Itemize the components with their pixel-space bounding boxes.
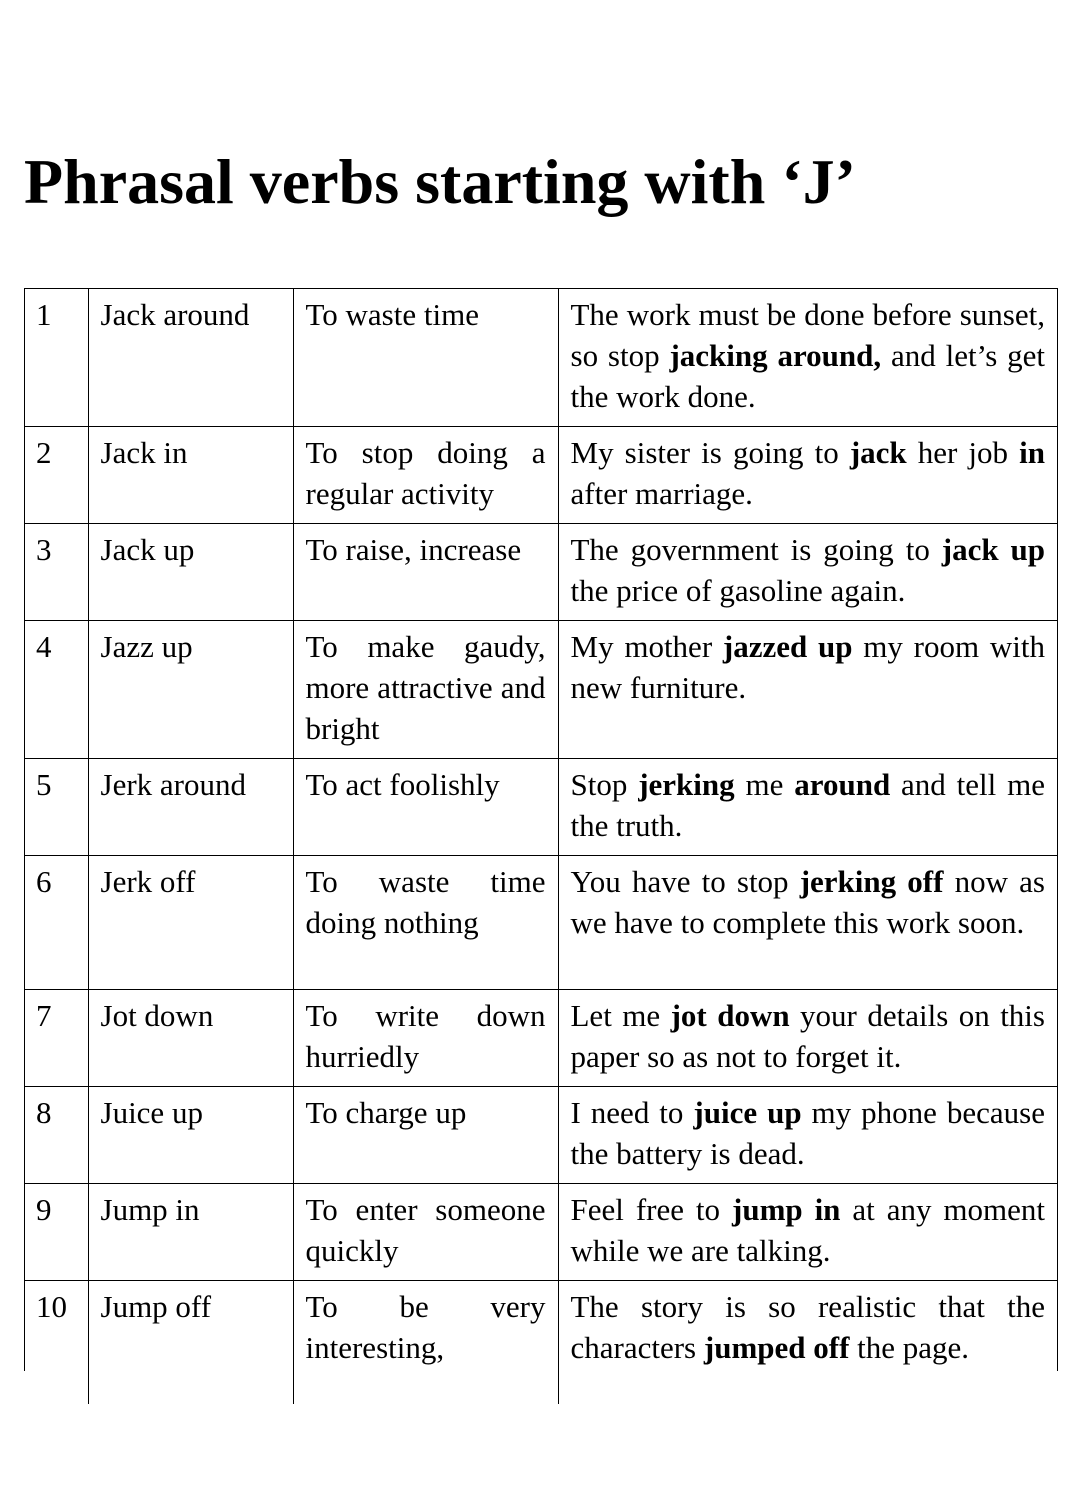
example-text-segment: Let me bbox=[570, 998, 671, 1033]
example-sentence bbox=[558, 1087, 1057, 1184]
phrasal-verb: Jump in bbox=[88, 1184, 293, 1281]
verb-meaning: To be very interesting, bbox=[293, 1281, 558, 1404]
table-row bbox=[25, 759, 1057, 856]
example-text-segment: and let’s get the work done. bbox=[570, 338, 1045, 414]
phrasal-verb: Jack in bbox=[88, 427, 293, 524]
row-number: 4 bbox=[25, 621, 88, 759]
table-row bbox=[25, 427, 1057, 524]
verb-meaning: To enter someone quickly bbox=[293, 1184, 558, 1281]
phrasal-verbs-table bbox=[25, 289, 1057, 1404]
table-body bbox=[25, 289, 1057, 1404]
example-sentence bbox=[558, 289, 1057, 427]
example-text-segment: The work must be done before sunset, so stop bbox=[570, 297, 1045, 373]
phrasal-verb: Jerk off bbox=[88, 856, 293, 990]
example-text-segment: my phone because the battery is dead. bbox=[570, 1095, 1045, 1171]
example-text-segment: Stop bbox=[570, 767, 639, 802]
verb-meaning: To waste time bbox=[293, 289, 558, 427]
phrasal-verb: Jump off bbox=[88, 1281, 293, 1404]
row-number: 9 bbox=[25, 1184, 88, 1281]
phrasal-verb: Jot down bbox=[88, 990, 293, 1087]
verb-meaning: To make gaudy, more attractive and bright bbox=[293, 621, 558, 759]
example-text-segment: The story is so realistic that the characters bbox=[570, 1289, 1045, 1365]
example-phrasal-verb-highlight: jack up bbox=[941, 532, 1045, 567]
phrasal-verb: Jerk around bbox=[88, 759, 293, 856]
example-phrasal-verb-highlight: jack bbox=[849, 435, 907, 470]
example-sentence bbox=[558, 856, 1057, 990]
example-phrasal-verb-highlight: jazzed up bbox=[722, 629, 853, 664]
example-phrasal-verb-highlight: jacking around, bbox=[669, 338, 882, 373]
verb-meaning: To waste time doing nothing bbox=[293, 856, 558, 990]
row-number: 5 bbox=[25, 759, 88, 856]
example-phrasal-verb-highlight: jerking off bbox=[799, 864, 944, 899]
example-text-segment: now as we have to complete this work soon. bbox=[570, 864, 1045, 940]
example-phrasal-verb-highlight: juice up bbox=[693, 1095, 802, 1130]
phrasal-verbs-table-frame bbox=[24, 288, 1058, 1371]
example-text bbox=[571, 435, 1046, 511]
example-text-segment: your details on this paper so as not to forget it. bbox=[570, 998, 1045, 1074]
example-sentence bbox=[558, 524, 1057, 621]
example-phrasal-verb-highlight: around bbox=[794, 767, 891, 802]
phrasal-verb: Juice up bbox=[88, 1087, 293, 1184]
phrasal-verb: Jazz up bbox=[88, 621, 293, 759]
row-number: 3 bbox=[25, 524, 88, 621]
example-phrasal-verb-highlight: jerking bbox=[638, 767, 735, 802]
row-number: 8 bbox=[25, 1087, 88, 1184]
row-number: 1 bbox=[25, 289, 88, 427]
example-text bbox=[571, 767, 1046, 843]
row-number: 7 bbox=[25, 990, 88, 1087]
example-text-segment: and tell me the truth. bbox=[570, 767, 1046, 843]
page-title: Phrasal verbs starting with ‘J’ bbox=[24, 146, 856, 217]
example-sentence bbox=[558, 759, 1057, 856]
example-text-segment: at any moment while we are talking. bbox=[570, 1192, 1046, 1268]
example-text-segment: The government is going to bbox=[570, 532, 942, 567]
example-text-segment: the price of gasoline again. bbox=[570, 573, 906, 608]
verb-meaning: To act foolishly bbox=[293, 759, 558, 856]
table-row bbox=[25, 1087, 1057, 1184]
phrasal-verb: Jack up bbox=[88, 524, 293, 621]
example-sentence bbox=[558, 621, 1057, 759]
verb-meaning: To write down hurriedly bbox=[293, 990, 558, 1087]
example-text-segment: her job bbox=[906, 435, 1020, 470]
table-row bbox=[25, 524, 1057, 621]
example-text-segment: My sister is going to bbox=[570, 435, 850, 470]
example-text bbox=[571, 1192, 1046, 1268]
example-sentence bbox=[558, 990, 1057, 1087]
example-text-segment: I need to bbox=[570, 1095, 694, 1130]
example-sentence bbox=[558, 1281, 1057, 1404]
table-row bbox=[25, 856, 1057, 990]
verb-meaning: To raise, increase bbox=[293, 524, 558, 621]
example-sentence bbox=[558, 1184, 1057, 1281]
example-text-segment: My mother bbox=[570, 629, 723, 664]
example-phrasal-verb-highlight: jot down bbox=[670, 998, 790, 1033]
example-text-segment: me bbox=[734, 767, 795, 802]
example-text-segment: after marriage. bbox=[570, 476, 753, 511]
example-text bbox=[571, 1095, 1046, 1171]
phrasal-verb: Jack around bbox=[88, 289, 293, 427]
example-sentence bbox=[558, 427, 1057, 524]
table-row bbox=[25, 990, 1057, 1087]
table-row bbox=[25, 621, 1057, 759]
example-text-segment: my room with new furniture. bbox=[570, 629, 1046, 705]
example-text bbox=[571, 297, 1046, 414]
table-row bbox=[25, 1281, 1057, 1404]
example-text bbox=[571, 864, 1046, 940]
example-phrasal-verb-highlight: in bbox=[1019, 435, 1045, 470]
example-text bbox=[571, 532, 1046, 608]
example-phrasal-verb-highlight: jumped off bbox=[703, 1330, 850, 1365]
example-text bbox=[571, 998, 1046, 1074]
example-text-segment: You have to stop bbox=[570, 864, 800, 899]
example-text bbox=[571, 629, 1046, 705]
row-number: 2 bbox=[25, 427, 88, 524]
row-number: 10 bbox=[36, 1289, 67, 1324]
verb-meaning: To charge up bbox=[293, 1087, 558, 1184]
table-row bbox=[25, 1184, 1057, 1281]
verb-meaning: To stop doing a regular activity bbox=[293, 427, 558, 524]
table-row bbox=[25, 289, 1057, 427]
example-text bbox=[571, 1289, 1046, 1365]
example-text-segment: the page. bbox=[849, 1330, 970, 1365]
example-text-segment: Feel free to bbox=[570, 1192, 732, 1227]
row-number: 6 bbox=[25, 856, 88, 990]
example-phrasal-verb-highlight: jump in bbox=[732, 1192, 841, 1227]
